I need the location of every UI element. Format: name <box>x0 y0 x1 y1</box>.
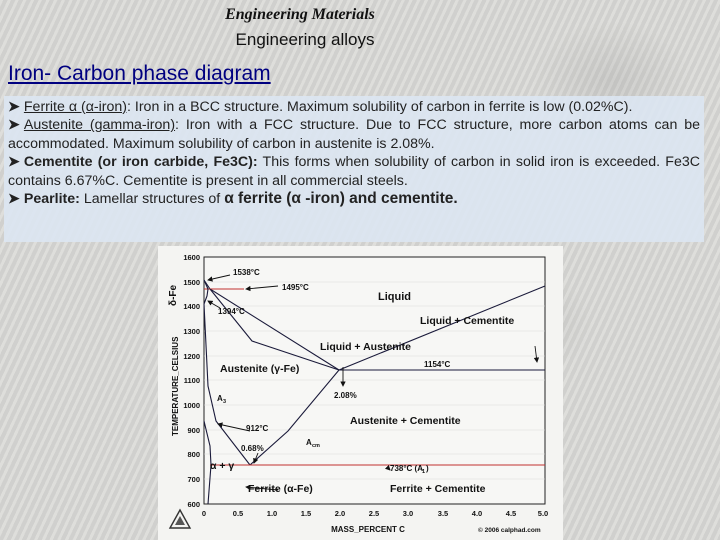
y-tick-1100: 1100 <box>183 376 200 385</box>
label-a3-sub: 3 <box>223 399 227 405</box>
arrow-bullet-icon: ➤ <box>8 191 20 208</box>
region-liquid-cementite: Liquid + Cementite <box>420 315 515 327</box>
y-tick-600: 600 <box>187 500 200 509</box>
y-tick-1200: 1200 <box>183 352 200 361</box>
region-liquid: Liquid <box>378 291 411 303</box>
phase-diagram-svg <box>158 246 563 540</box>
x-tick-4-0: 4.0 <box>471 509 483 518</box>
label-acm: A <box>306 438 312 447</box>
bullet-cementite <box>8 153 700 190</box>
x-tick-2-5: 2.5 <box>368 509 380 518</box>
y-tick-800: 800 <box>187 450 200 459</box>
copyright-text: © 2006 calphad.com <box>478 527 541 534</box>
arrow-bullet-icon: ➤ <box>8 154 20 171</box>
y-tick-700: 700 <box>187 475 200 484</box>
x-tick-5-0: 5.0 <box>537 509 549 518</box>
label-738-sub: 1 <box>422 469 426 475</box>
region-ferrite: Ferrite (α-Fe) <box>248 483 313 495</box>
y-tick-1400: 1400 <box>183 302 200 311</box>
label-1495: 1495°C <box>282 283 309 292</box>
region-austenite: Austenite (γ-Fe) <box>220 363 300 375</box>
x-axis-label: MASS_PERCENT C <box>331 525 405 534</box>
x-tick-labels <box>202 509 548 518</box>
y-tick-1300: 1300 <box>183 327 200 336</box>
label-a3: A <box>217 394 223 403</box>
bullet-ferrite <box>8 98 700 116</box>
x-tick-4-5: 4.5 <box>505 509 517 518</box>
x-tick-1-0: 1.0 <box>266 509 278 518</box>
bullet-pearlite <box>8 190 700 208</box>
y-tick-1000: 1000 <box>183 401 200 410</box>
iron-carbon-phase-diagram <box>158 246 563 540</box>
calphad-logo-icon <box>170 510 190 528</box>
term-ferrite: Ferrite α (α-iron) <box>23 99 127 115</box>
label-738: 738°C (A <box>390 464 423 473</box>
label-1538: 1538°C <box>233 268 260 277</box>
text-pearlite: Lamellar structures of <box>79 191 225 208</box>
arrow-bullet-icon: ➤ <box>8 117 20 134</box>
label-1154: 1154°C <box>424 360 451 369</box>
x-tick-1-5: 1.5 <box>300 509 312 518</box>
slide-title: Iron- Carbon phase diagram <box>8 62 271 85</box>
section-subtitle: Engineering alloys <box>235 30 375 49</box>
y-tick-900: 900 <box>187 426 200 435</box>
text-cementite: This forms when solubility of carbon in solid iron is exceeded. Fe3C contains 6.67%C. Cementite is present in all commercial steels. <box>8 154 700 189</box>
x-tick-2-0: 2.0 <box>334 509 346 518</box>
label-068: 0.68% <box>241 444 264 453</box>
x-tick-0-5: 0.5 <box>232 509 244 518</box>
y-tick-1500: 1500 <box>183 278 200 287</box>
label-208: 2.08% <box>334 391 357 400</box>
region-austenite-cementite: Austenite + Cementite <box>350 415 461 427</box>
x-tick-3-0: 3.0 <box>402 509 414 518</box>
y-tick-1600: 1600 <box>183 253 200 262</box>
delta-fe-label: δ-Fe <box>168 284 179 306</box>
label-1394: 1394°C <box>218 307 245 316</box>
term-pearlite: Pearlite: <box>23 191 80 208</box>
label-acm-sub: cm <box>312 443 320 449</box>
definitions-box <box>4 96 704 242</box>
course-title: Engineering Materials <box>225 6 375 23</box>
arrow-bullet-icon: ➤ <box>8 99 20 115</box>
text-ferrite: : Iron in a BCC structure. Maximum solubility of carbon in ferrite is low (0.02%C). <box>127 99 633 115</box>
region-ferrite-cementite: Ferrite + Cementite <box>390 483 486 495</box>
region-liquid-austenite: Liquid + Austenite <box>320 341 411 353</box>
text-austenite: : Iron with a FCC structure. Due to FCC structure, more carbon atoms can be accommodated. Maximum solubility of carbon in austenite is 2.08%. <box>8 117 700 152</box>
plot-frame <box>204 257 545 504</box>
term-cementite: Cementite (or iron carbide, Fe3C): <box>23 154 258 171</box>
region-alpha-gamma: α + γ <box>210 460 235 472</box>
text-pearlite-tail: α ferrite (α -iron) and cementite. <box>224 190 458 208</box>
x-tick-0: 0 <box>201 509 207 518</box>
y-tick-labels <box>183 253 200 509</box>
y-axis-label: TEMPERATURE_CELSIUS <box>171 336 180 436</box>
bullet-austenite <box>8 116 700 153</box>
term-austenite: Austenite (gamma-iron) <box>23 117 176 134</box>
label-912: 912°C <box>246 424 269 433</box>
x-tick-3-5: 3.5 <box>437 509 449 518</box>
label-738-close: ) <box>426 464 429 473</box>
